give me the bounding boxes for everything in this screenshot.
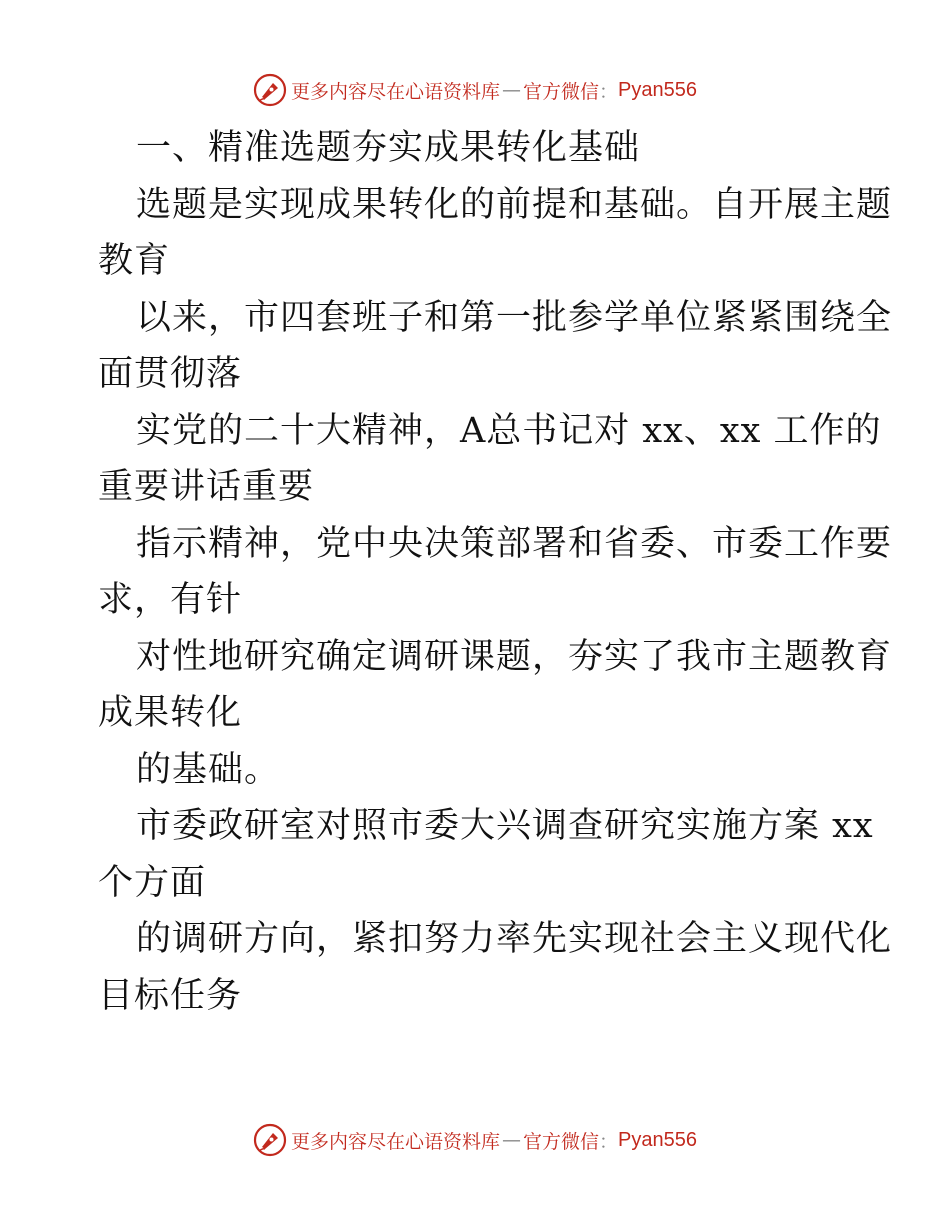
text-line: 教育 xyxy=(98,241,171,281)
text-line: 的基础。 xyxy=(136,749,281,790)
text-line: 指示精神，党中央决策部署和省委、市委工作要 xyxy=(136,523,893,564)
watermark-text: 更多内容尽在心语资料库 xyxy=(290,1130,500,1153)
text-line: 市委政研室对照市委大兴调查研究实施方案 xx xyxy=(136,806,874,846)
header-watermark xyxy=(0,70,950,110)
text-line: 以来，市四套班子和第一批参学单位紧紧围绕全 xyxy=(136,297,893,338)
footer-watermark xyxy=(0,1120,950,1160)
text-line: 个方面 xyxy=(98,862,207,903)
text-line: 选题是实现成果转化的前提和基础。自开展主题 xyxy=(136,184,893,225)
pen-nib-logo-icon xyxy=(253,73,287,107)
text-line: 成果转化 xyxy=(98,693,243,733)
text-line: 对性地研究确定调研课题，夯实了我市主题教育 xyxy=(136,636,893,677)
text-line: 面贯彻落 xyxy=(98,354,243,394)
watermark-text: 更多内容尽在心语资料库 xyxy=(290,80,500,103)
watermark-label: 官方微信 xyxy=(523,80,600,103)
text-line: 求，有针 xyxy=(98,580,243,620)
text-line: 重要讲话重要 xyxy=(98,467,315,507)
watermark-label: 官方微信 xyxy=(523,1130,600,1153)
text-line: 的调研方向，紧扣努力率先实现社会主义现代化 xyxy=(136,919,893,959)
watermark-colon: ： xyxy=(599,1130,619,1153)
text-line: 实党的二十大精神，A总书记对 xx、xx 工作的 xyxy=(136,410,882,451)
document-body xyxy=(98,120,893,1024)
pen-nib-logo-icon xyxy=(253,1123,287,1157)
watermark-colon: ： xyxy=(599,80,619,103)
watermark-separator: — xyxy=(502,1129,521,1151)
section-heading: 一、精准选题夯实成果转化基础 xyxy=(136,128,641,168)
watermark-wechat-id: Pyan556 xyxy=(618,78,697,101)
text-line: 目标任务 xyxy=(98,975,243,1016)
watermark-wechat-id: Pyan556 xyxy=(618,1128,697,1151)
watermark-separator: — xyxy=(502,79,521,101)
